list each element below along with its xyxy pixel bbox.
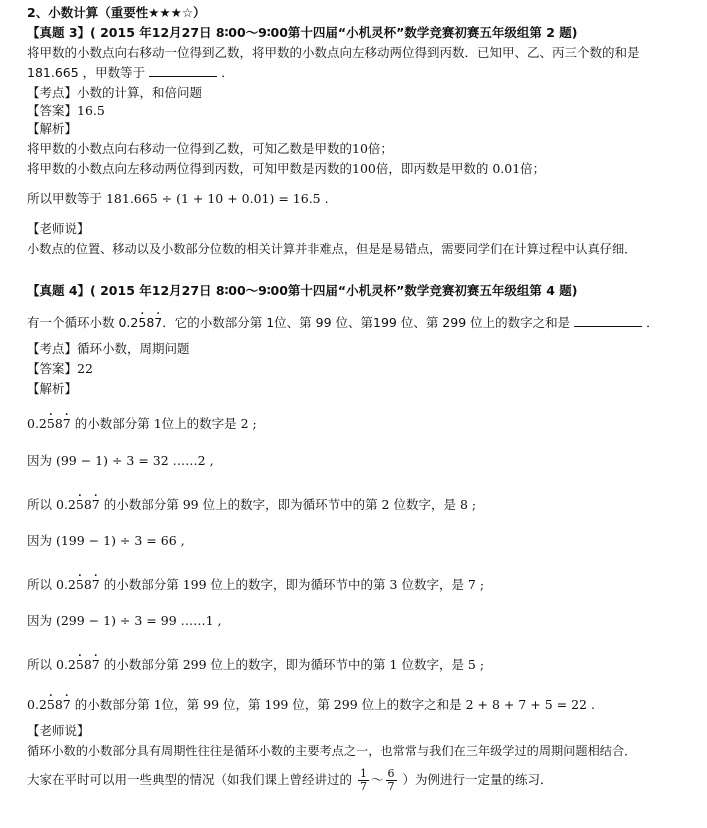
repeat-end-digit: 7 ·	[92, 576, 100, 594]
q4-kaodian: 【考点】循环小数，周期问题	[27, 341, 190, 356]
q4-teacher-line-1: 循环小数的小数部分具有周期性往往是循环小数的主要考点之一，也常常与我们在三年级学过的周期问题相结合．	[27, 744, 637, 758]
decimal-mid: 8	[54, 416, 63, 431]
decimal-mid: 8	[83, 577, 92, 592]
decimal-prefix: 0.2	[27, 416, 47, 431]
q3-stem-line-2	[27, 64, 234, 82]
denominator: 7	[360, 780, 367, 793]
q3-teacher-text: 小数点的位置、移动以及小数部分位数的相关计算并非难点，但是是易错点，需要同学们在计算过程中认真仔细．	[27, 242, 637, 256]
q3-jiexi-label: 【解析】	[27, 121, 78, 136]
q4-repeat-start-digit: 5 ·	[138, 314, 146, 332]
q4-stem-text: ．它的小数部分第 1位、第 99 位、第199 位、第 299 位上的数字之和是	[162, 315, 571, 330]
decimal-prefix: 0.2	[56, 577, 76, 592]
q3-stem-line-1: 将甲数的小数点向右移动一位得到乙数，将甲数的小数点向左移动两位得到丙数．已知甲、乙、丙三个数的和是	[27, 45, 640, 60]
q3-answer: 【答案】16.5	[27, 103, 105, 118]
tilde: ～	[371, 772, 384, 787]
repeat-start-digit: 5 ·	[76, 656, 84, 674]
line-prefix: 所以	[27, 657, 53, 672]
q4-header: 【真题 4】( 2015 年12月27日 8∶00～9∶00第十四届“小机灵杯”数学竞赛初赛五年级组第 4 题)	[27, 283, 578, 298]
repeat-start-digit: 5 ·	[76, 496, 84, 514]
repeat-start-digit: 5 ·	[47, 696, 55, 714]
q4-teacher-line-2	[27, 766, 553, 794]
q4-line-1	[27, 415, 257, 433]
decimal-prefix: 0.2	[56, 497, 76, 512]
teacher-text: 大家在平时可以用一些典型的情况（如我们课上曾经讲过的	[27, 772, 353, 787]
repeat-end-digit: 7 ·	[92, 656, 100, 674]
q4-line-7	[27, 656, 484, 674]
q3-step-3: 所以甲数等于 181.665 ÷ (1 + 10 + 0.01) = 16.5 .	[27, 191, 329, 206]
q4-jiexi-label: 【解析】	[27, 381, 78, 396]
line-text: 的小数部分第 299 位上的数字，即为循环节中的第 1 位数字，是 5 ;	[103, 657, 485, 672]
q3-teacher-label: 【老师说】	[27, 221, 90, 236]
repeat-end-digit: 7 ·	[92, 496, 100, 514]
q4-stem	[27, 314, 659, 332]
line-text: 的小数部分第 199 位上的数字，即为循环节中的第 3 位数字，是 7 ;	[103, 577, 485, 592]
numerator: 1	[360, 767, 367, 780]
answer-blank	[149, 64, 217, 77]
repeat-start-digit: 5 ·	[76, 576, 84, 594]
fraction-six-sevenths	[386, 768, 397, 793]
repeat-end-digit: 7 ·	[63, 696, 71, 714]
q4-repeat-end-digit: 7 ·	[154, 314, 162, 332]
q4-line-3	[27, 496, 476, 514]
section-title: 2、小数计算（重要性★★★☆）	[27, 5, 206, 20]
line-text: 的小数部分第 1位，第 99 位，第 199 位，第 299 位上的数字之和是 2 + 8 + 7 + 5 = 22 .	[74, 697, 595, 712]
q4-answer: 【答案】22	[27, 361, 93, 376]
line-prefix: 所以	[27, 497, 53, 512]
q3-stem-text: 181.665 ，甲数等于	[27, 65, 146, 80]
q3-header: 【真题 3】( 2015 年12月27日 8∶00～9∶00第十四届“小机灵杯”数学竞赛初赛五年级组第 2 题)	[27, 25, 578, 40]
decimal-mid: 8	[83, 497, 92, 512]
line-text: 的小数部分第 1位上的数字是 2 ;	[74, 416, 257, 431]
decimal-prefix: 0.2	[56, 657, 76, 672]
q3-step-1: 将甲数的小数点向右移动一位得到乙数，可知乙数是甲数的10倍；	[27, 141, 393, 156]
line-prefix: 所以	[27, 577, 53, 592]
q4-line-6: 因为 (299 − 1) ÷ 3 = 99 ……1 ,	[27, 613, 222, 628]
line-text: 的小数部分第 99 位上的数字，即为循环节中的第 2 位数字，是 8 ;	[103, 497, 477, 512]
q3-step-2: 将甲数的小数点向左移动两位得到丙数，可知甲数是丙数的100倍，即丙数是甲数的 0.01倍；	[27, 161, 546, 176]
q4-line-5	[27, 576, 484, 594]
q4-line-2: 因为 (99 − 1) ÷ 3 = 32 ……2 ,	[27, 453, 214, 468]
fraction-one-seventh	[358, 768, 369, 793]
decimal-mid: 8	[83, 657, 92, 672]
numerator: 6	[387, 767, 395, 780]
q4-decimal-prefix: 有一个循环小数 0.2	[27, 315, 139, 330]
decimal-prefix: 0.2	[27, 697, 47, 712]
denominator: 7	[387, 780, 395, 793]
q3-stem-end: ．	[221, 65, 234, 80]
q4-teacher-label: 【老师说】	[27, 723, 90, 738]
q4-line-8	[27, 696, 595, 714]
q4-decimal-mid: 8	[146, 315, 155, 330]
q4-line-4: 因为 (199 − 1) ÷ 3 = 66 ,	[27, 533, 185, 548]
repeat-start-digit: 5 ·	[47, 415, 55, 433]
repeat-end-digit: 7 ·	[63, 415, 71, 433]
decimal-mid: 8	[54, 697, 63, 712]
teacher-text-end: ）为例进行一定量的练习．	[402, 772, 553, 787]
answer-blank	[574, 314, 642, 327]
q3-kaodian: 【考点】小数的计算，和倍问题	[27, 85, 203, 100]
q4-stem-end: ．	[646, 315, 659, 330]
